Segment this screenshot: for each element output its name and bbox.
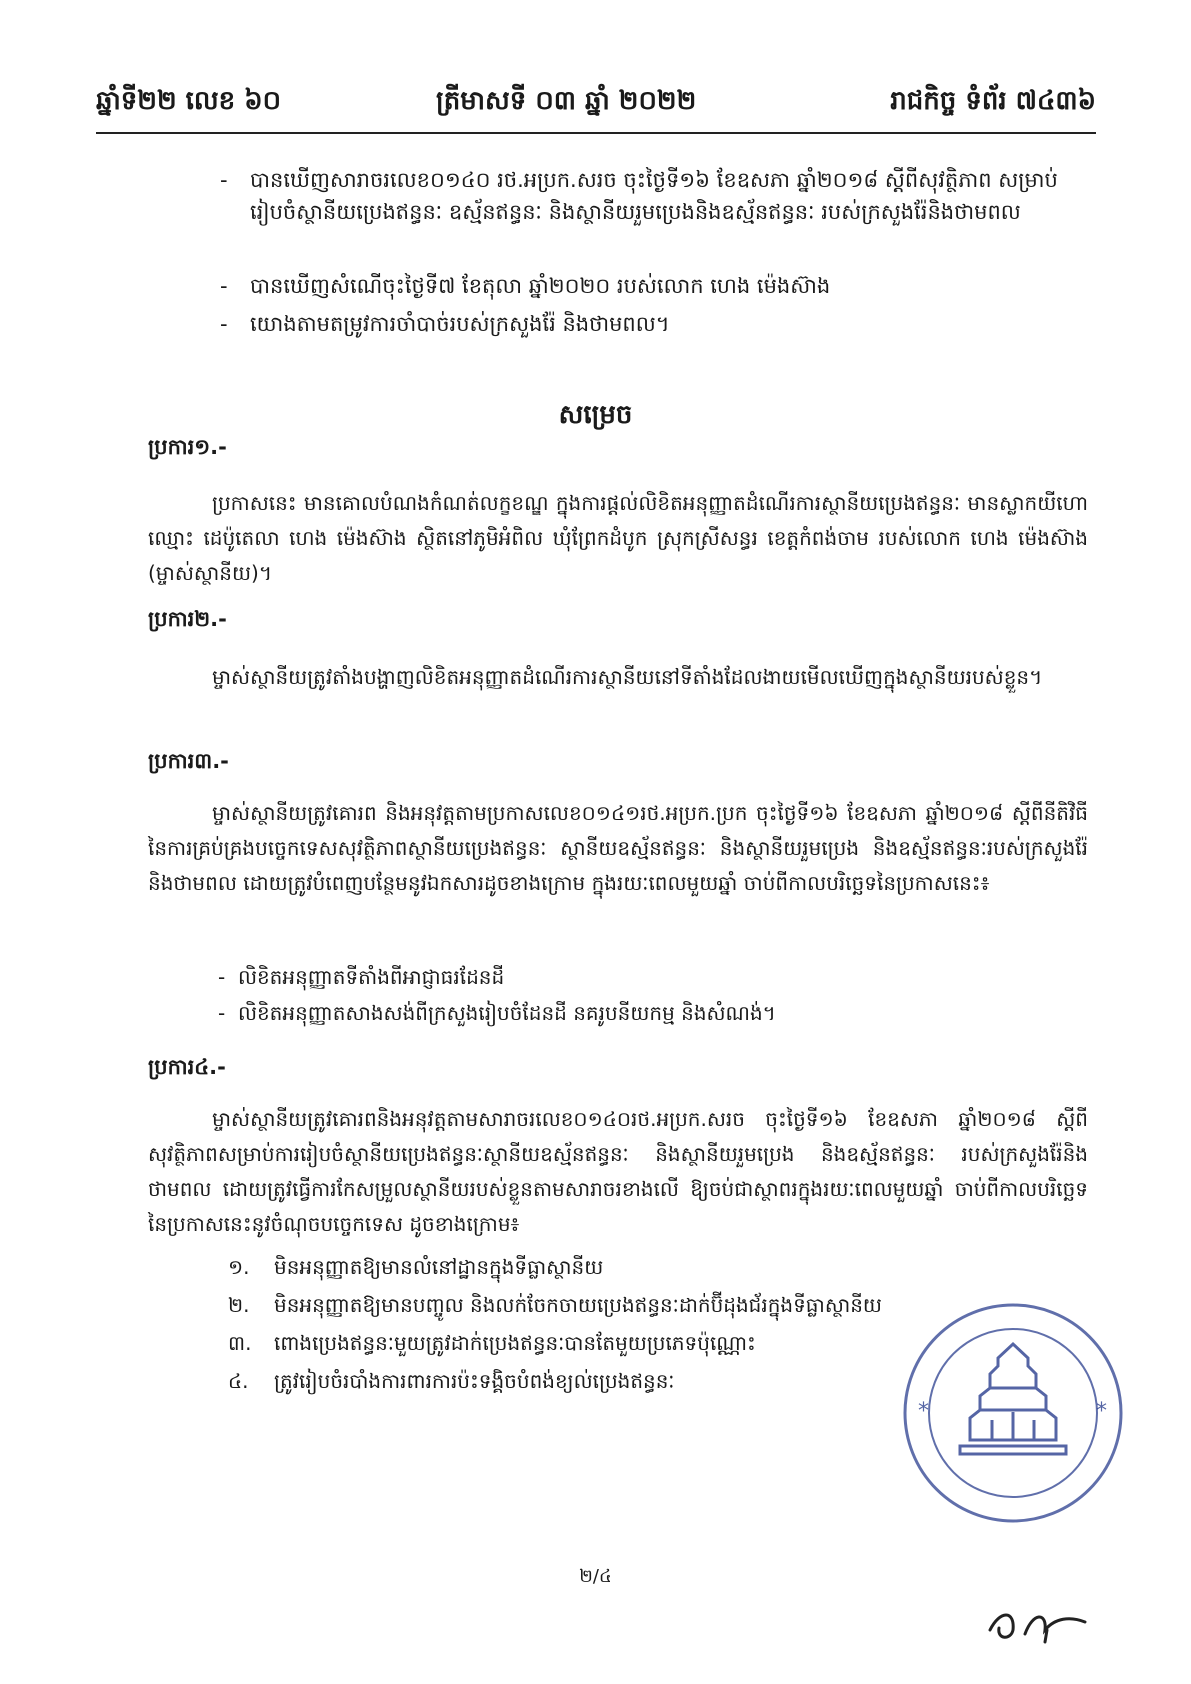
list-item [218, 962, 504, 992]
article-heading: ប្រការ៣.- [148, 749, 229, 773]
article-heading: ប្រការ៤.- [148, 1055, 226, 1079]
article-text: ប្រកាសនេះ មានគោលបំណងកំណត់លក្ខខណ្ឌ ក្នុងការផ្តល់លិខិតអនុញ្ញាតដំណើរការស្ថានីយប្រេងឥន្ធនៈ មានស្លាកយីហោឈ្មោះ ដេប៉ូតេលា ហេង ម៉េងស៊ាង ស្ថិតនៅភូមិអំពិល ឃុំព្រែកដំបូក ស្រុកស្រីសន្ធរ ខេត្តកំពង់ចាម របស់លោក ហេង ម៉េងស៊ាង (ម្ចាស់ស្ថានីយ)។ [148, 491, 1088, 585]
bullet-dash: - [218, 1001, 238, 1025]
numbered-item-number: ៣. [228, 1331, 252, 1355]
numbered-item-text: ត្រូវរៀបចំរបាំងការពារការប៉ះទង្គិចបំពង់ខ្យល់ប្រេងឥន្ធនៈ [274, 1369, 675, 1393]
numbered-item-text: មិនអនុញ្ញាតឱ្យមានលំនៅដ្ឋានក្នុងទីធ្លាស្ថានីយ [274, 1255, 604, 1279]
seal-star-left: * [918, 1399, 929, 1424]
decision-title: សម្រេច [558, 400, 633, 430]
page-number: ២/៤ [579, 1566, 612, 1587]
list-item-text: លិខិតអនុញ្ញាតទីតាំងពីអាជ្ញាធរដែនដី [237, 965, 505, 989]
preamble-bullet [220, 164, 1060, 228]
list-item-text: លិខិតអនុញ្ញាតសាងសង់ពីក្រសួងរៀបចំដែនដី នគរូបនីយកម្ម និងសំណង់។ [237, 1001, 776, 1025]
bullet-text: បានឃើញសារាចរលេខ០១៤០ រថ.អប្រក.សរច ចុះថ្ងៃទី១៦ ខែឧសភា ឆ្នាំ២០១៨ ស្តីពីសុវត្ថិភាព សម្រាប់រៀបចំស្ថានីយប្រេងឥន្ធនៈ ឧស្ម័នឥន្ធនៈ និងស្ថានីយរួមប្រេងនិងឧស្ម័នឥន្ធនៈ របស់ក្រសួងរ៉ែនិងថាមពល [250, 168, 1058, 224]
article-heading: ប្រការ១.- [148, 435, 227, 459]
numbered-item-text: មិនអនុញ្ញាតឱ្យមានបញ្ចូល និងលក់ចែកចាយប្រេងឥន្ធនៈដាក់ប៊ីដុងជ័រក្នុងទីធ្លាស្ថានីយ [274, 1293, 882, 1317]
bullet-text: យោងតាមតម្រូវការចាំបាច់របស់ក្រសួងរ៉ែ និងថាមពល។ [250, 312, 670, 336]
header-rule [96, 132, 1096, 134]
bullet-dash: - [218, 965, 238, 989]
signature [985, 1600, 1095, 1645]
seal-star-right: * [1096, 1399, 1107, 1424]
preamble-bullet [220, 270, 1060, 302]
header-issue: ឆ្នាំទី២២ លេខ ៦០ [96, 86, 282, 116]
bullet-dash: - [220, 168, 228, 192]
bullet-dash: - [220, 274, 228, 298]
header-gazette-page: រាជកិច្ច ទំព័រ ៧៤៣៦ [890, 86, 1096, 116]
bullet-dash: - [220, 312, 228, 336]
numbered-item-number: ១. [228, 1255, 250, 1279]
numbered-item-number: ៤. [228, 1369, 249, 1393]
article-text: ម្ចាស់ស្ថានីយត្រូវគោរពនិងអនុវត្តតាមសារាចរលេខ០១៤០រថ.អប្រក.សរច ចុះថ្ងៃទី១៦ ខែឧសភា ឆ្នាំ២០១៨ ស្តីពីសុវត្ថិភាពសម្រាប់ការរៀបចំស្ថានីយប្រេងឥន្ធនៈស្ថានីយឧស្ម័នឥន្ធនៈ និងស្ថានីយរួមប្រេង និងឧស្ម័នឥន្ធនៈ របស់ក្រសួងរ៉ែនិងថាមពល ដោយត្រូវធ្វើការកែសម្រួលស្ថានីយរបស់ខ្លួនតាមសារាចរខាងលើ ឱ្យចប់ជាស្ថាពរក្នុងរយៈពេលមួយឆ្នាំ ចាប់ពីកាលបរិច្ឆេទនៃប្រកាសនេះនូវចំណុចបច្ចេកទេស ដូចខាងក្រោម៖ [148, 1107, 1088, 1236]
numbered-item-text: ពោងប្រេងឥន្ធនៈមួយត្រូវដាក់ប្រេងឥន្ធនៈបានតែមួយប្រភេទប៉ុណ្ណោះ [274, 1331, 756, 1355]
article-text: ម្ចាស់ស្ថានីយត្រូវគោរព និងអនុវត្តតាមប្រកាសលេខ០១៤១រថ.អប្រក.ប្រក ចុះថ្ងៃទី១៦ ខែឧសភា ឆ្នាំ២០១៨ ស្តីពីនីតិវិធីនៃការគ្រប់គ្រងបច្ចេកទេសសុវត្ថិភាពស្ថានីយប្រេងឥន្ធនៈ ស្ថានីយឧស្ម័នឥន្ធនៈ និងស្ថានីយរួមប្រេង និងឧស្ម័នឥន្ធនៈរបស់ក្រសួងរ៉ែ និងថាមពល ដោយត្រូវបំពេញបន្ថែមនូវឯកសារដូចខាងក្រោម ក្នុងរយៈពេលមួយឆ្នាំ ចាប់ពីកាលបរិច្ឆេទនៃប្រកាសនេះ៖ [148, 801, 1088, 895]
article-heading: ប្រការ២.- [148, 607, 227, 631]
article-text: ម្ចាស់ស្ថានីយត្រូវតាំងបង្ហាញលិខិតអនុញ្ញាតដំណើរការស្ថានីយនៅទីតាំងដែលងាយមើលឃើញក្នុងស្ថានីយរបស់ខ្លួន។ [212, 665, 1043, 689]
preamble-bullet [220, 308, 1060, 340]
numbered-item-number: ២. [228, 1293, 250, 1317]
ministry-seal [900, 1300, 1126, 1526]
page-header [96, 84, 1096, 124]
list-item [218, 998, 776, 1028]
header-quarter: ត្រីមាសទី ០៣ ឆ្នាំ ២០២២ [436, 86, 697, 116]
bullet-text: បានឃើញសំណើចុះថ្ងៃទី៧ ខែតុលា ឆ្នាំ២០២០ របស់លោក ហេង ម៉េងស៊ាង [250, 274, 831, 298]
